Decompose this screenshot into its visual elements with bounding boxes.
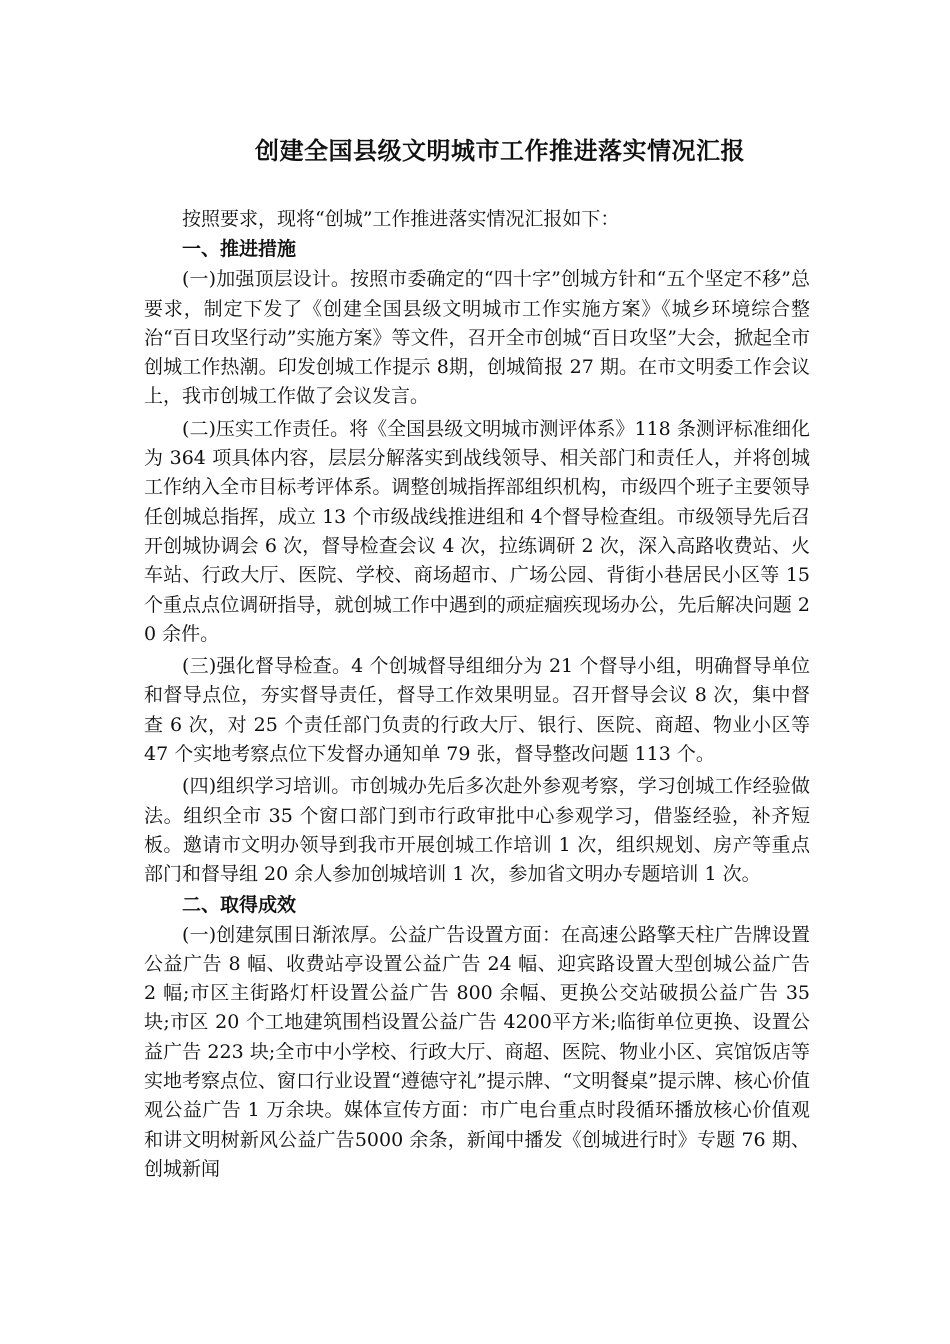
document-body bbox=[144, 205, 810, 1184]
document-title: 创建全国县级文明城市工作推进落实情况汇报 bbox=[255, 137, 745, 165]
paragraph-supervision: (三)强化督导检查。4 个创城督导组细分为 21 个督导小组，明确督导单位和督导点位，夯实督导责任，督导工作效果明显。召开督导会议 8 次，集中督查 6 次，对 25 个责任部门负责的行政大厅、银行、医院、商超、物业小区等 47 个实地考察点位下发督办通知单 79 张，督导整改问题 113 个。 bbox=[144, 655, 810, 766]
paragraph-top-level-design: (一)加强顶层设计。按照市委确定的“四十字”创城方针和“五个坚定不移”总要求，制定下发了《创建全国县级文明城市工作实施方案》《城乡环境综合整治“百日攻坚行动”实施方案》等文件，召开全市创城“百日攻坚”大会，掀起全市创城工作热潮。印发创城工作提示 8期，创城简报 27 期。在市文明委工作会议上，我市创城工作做了会议发言。 bbox=[144, 268, 810, 408]
intro-paragraph: 按照要求，现将“创城”工作推进落实情况汇报如下： bbox=[182, 208, 620, 230]
section-heading-measures: 一、推进措施 bbox=[182, 238, 297, 261]
paragraph-responsibility: (二)压实工作责任。将《全国县级文明城市测评体系》118 条测评标准细化为 364 项具体内容，层层分解落实到战线领导、相关部门和责任人，并将创城工作纳入全市目标考评体系。调整创城指挥部组织机构，市级四个班子主要领导任创城总指挥，成立 13 个市级战线推进组和 4个督导检查组。市级领导先后召开创城协调会 6 次，督导检查会议 4 次，拉练调研 2 次，深入高路收费站、火车站、行政大厅、医院、学校、商场超市、广场公园、背街小巷居民小区等 15 个重点点位调研指导，就创城工作中遇到的顽症痼疾现场办公，先后解决问题 20 余件。 bbox=[144, 417, 810, 645]
paragraph-atmosphere: (一)创建氛围日渐浓厚。公益广告设置方面：在高速公路擎天柱广告牌设置公益广告 8 幅、收费站亭设置公益广告 24 幅、迎宾路设置大型创城公益广告 2 幅;市区主街路灯杆设置公益广告 800 余幅、更换公交站破损公益广告 35 块;市区 20 个工地建筑围档设置公益广告 4200平方米;临街单位更换、设置公益广告 223 块;全市中小学校、行政大厅、商超、医院、物业小区、宾馆饭店等实地考察点位、窗口行业设置“遵德守礼”提示牌、“文明餐桌”提示牌、核心价值观公益广告 1 万余块。媒体宣传方面：市广电台重点时段循环播放核心价值观和讲文明树新风公益广告5000 余条，新闻中播发《创城进行时》专题 76 期、创城新闻 bbox=[144, 923, 810, 1180]
paragraph-training: (四)组织学习培训。市创城办先后多次赴外参观考察，学习创城工作经验做法。组织全市 35 个窗口部门到市行政审批中心参观学习，借鉴经验，补齐短板。邀请市文明办领导到我市开展创城工作培训 1 次，组织规划、房产等重点部门和督导组 20 余人参加创城培训 1 次，参加省文明办专题培训 1 次。 bbox=[144, 775, 810, 886]
section-heading-results: 二、取得成效 bbox=[182, 893, 297, 916]
